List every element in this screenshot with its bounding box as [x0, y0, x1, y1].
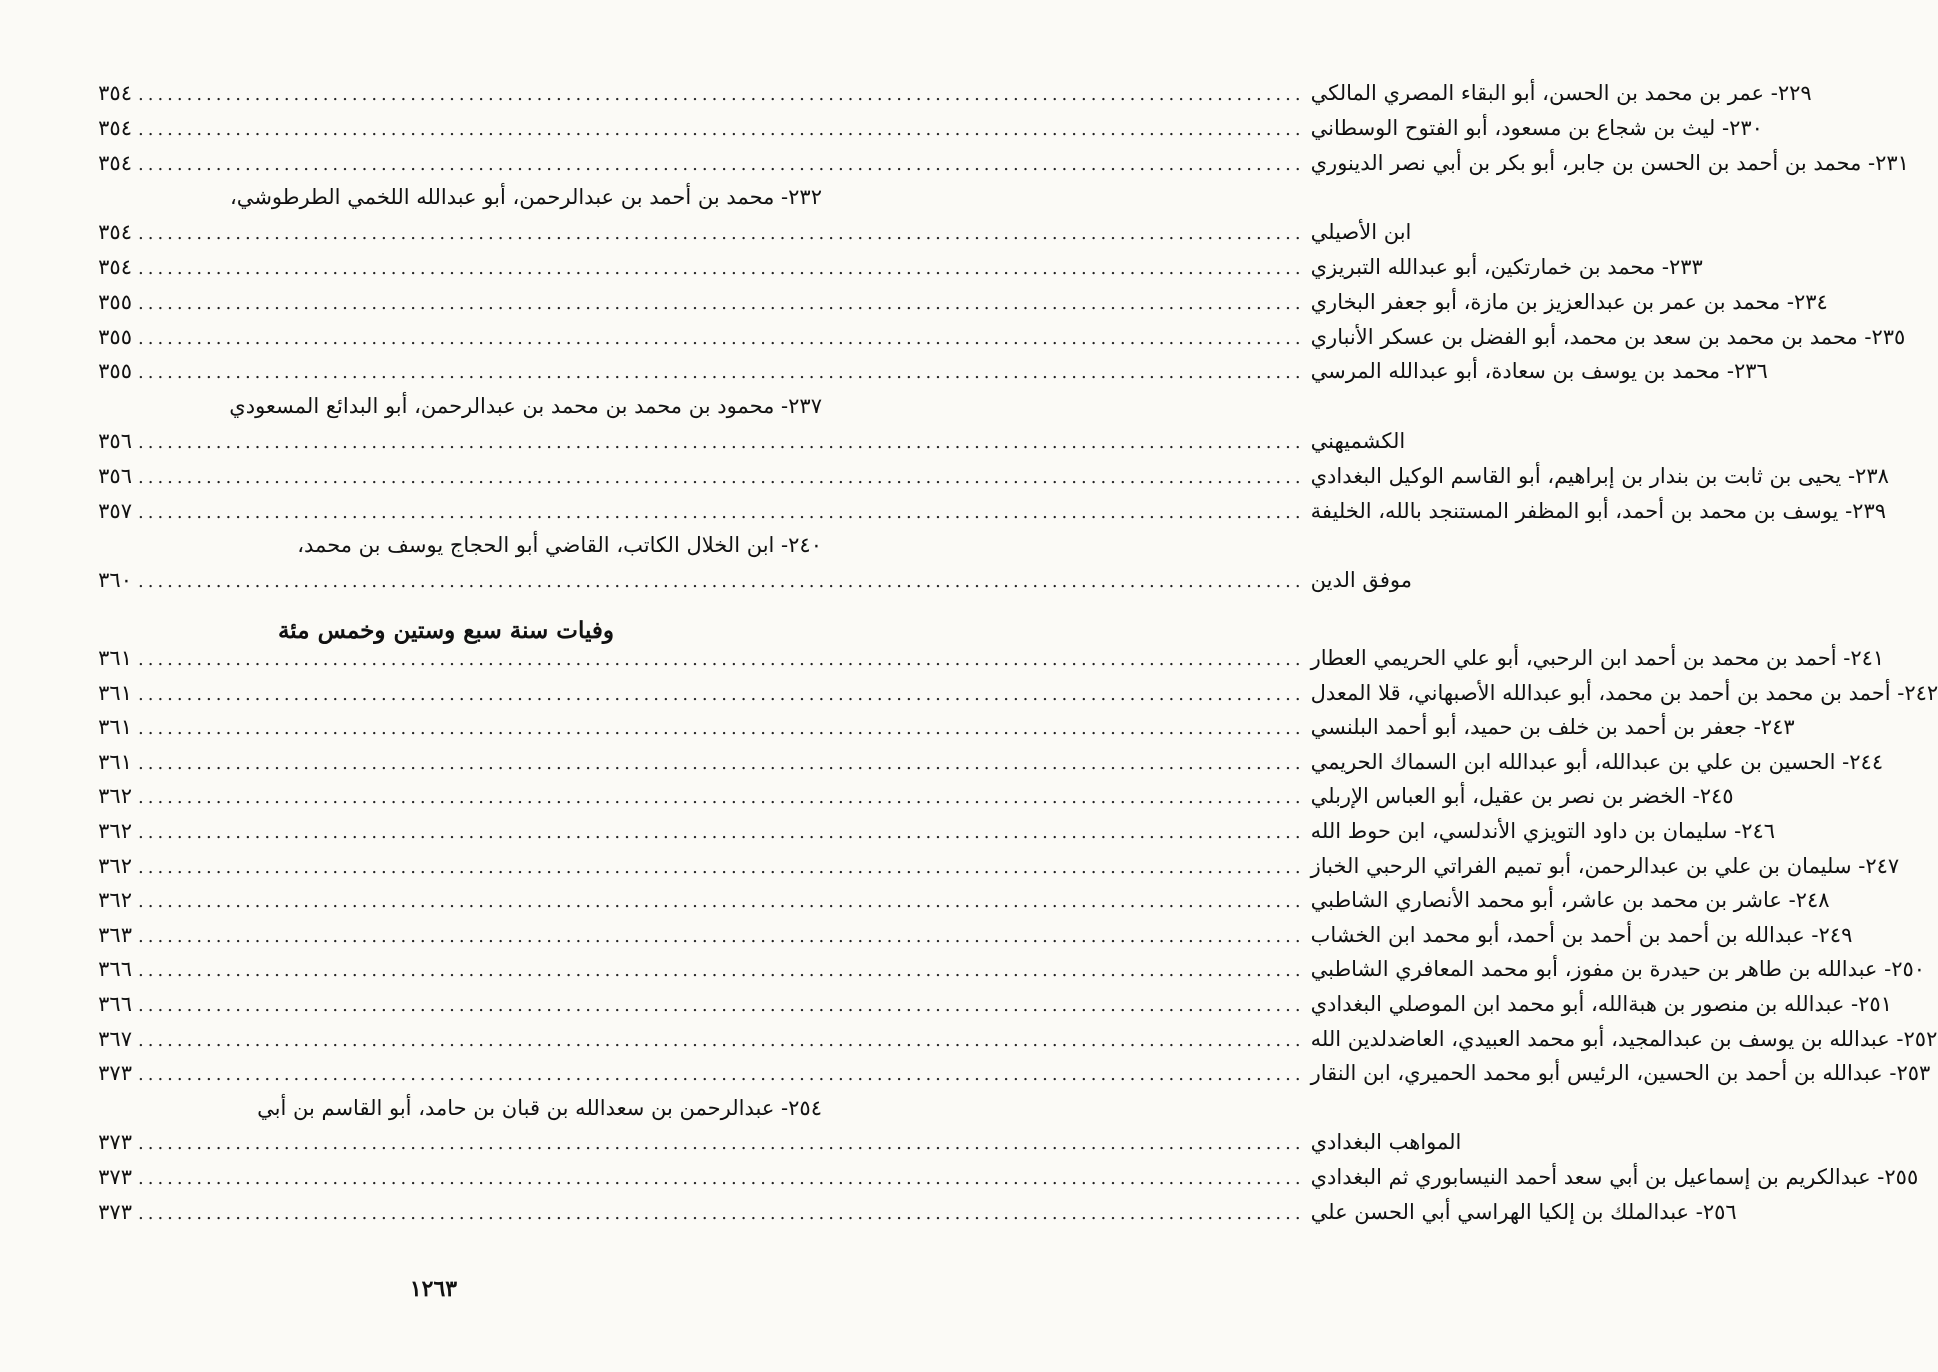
section-heading: وفيات سنة سبع وستين وخمس مئة [277, 617, 615, 644]
entry-page-number: ٣٥٤ [98, 81, 132, 105]
entry-page-number: ٣٦٦ [98, 957, 132, 982]
entry-text: ٢٣٢- محمد بن أحمد بن عبدالرحمن، أبو عبدالله اللخمي الطرطوشي، [230, 185, 822, 210]
index-entry [70, 150, 1909, 185]
leader-dots: ........................................................................................................................ [138, 292, 1305, 314]
index-entry [70, 1061, 1931, 1095]
entry-page-number: ٣٦١ [98, 715, 132, 740]
entry-page-number: ٣٥٦ [98, 429, 132, 453]
entry-page-number: ٣٦٢ [98, 888, 132, 913]
leader-dots: ........................................................................................................................ [138, 258, 1305, 279]
entry-text: ٢٤٧- سليمان بن علي بن عبدالرحمن، أبو تميم الفراتي الرحبي الخباز [1310, 853, 1900, 878]
index-entry [70, 289, 1828, 324]
index-entry [70, 853, 1900, 888]
leader-dots: ........................................................................................................................ [138, 856, 1305, 878]
index-entry [70, 324, 1906, 359]
entry-text: ٢٣٣- محمد بن خمارتكين، أبو عبدالله التبريزي [1310, 255, 1703, 279]
entry-text: المواهب البغدادي [1310, 1130, 1462, 1155]
entry-text: ٢٤٦- سليمان بن داود التويزي الأندلسي، ابن حوط الله [1310, 819, 1776, 843]
entry-text: ابن الأصيلي [1310, 220, 1412, 245]
leader-dots: ........................................................................................................................ [138, 718, 1305, 740]
entry-page-number: ٣٥٤ [98, 150, 132, 175]
index-entry [70, 1026, 1938, 1061]
leader-dots: ........................................................................................................................ [138, 822, 1305, 843]
index-entry [70, 1199, 1737, 1234]
entry-page-number: ٣٥٤ [98, 255, 132, 279]
leader-dots: ........................................................................................................................ [138, 787, 1305, 809]
entry-text: ٢٣٨- يحيى بن ثابت بن بندار بن إبراهيم، أبو القاسم الوكيل البغدادي [1310, 463, 1889, 488]
entry-page-number: ٣٦١ [98, 680, 132, 705]
entry-text: ٢٤٨- عاشر بن محمد بن عاشر، أبو محمد الأنصاري الشاطبي [1310, 888, 1830, 913]
entry-page-number: ٣٦٢ [98, 853, 132, 878]
leader-dots: ........................................................................................................................ [138, 1133, 1305, 1155]
entry-page-number: ٣٦١ [98, 646, 132, 670]
leader-dots: ........................................................................................................................ [138, 362, 1305, 384]
page-number: ١٢٦٣ [409, 1276, 458, 1302]
entry-page-number: ٣٥٥ [98, 289, 132, 314]
entry-page-number: ٣٥٧ [98, 498, 132, 523]
index-entry [70, 1096, 822, 1130]
leader-dots: ........................................................................................................................ [138, 891, 1305, 913]
index-entry [70, 394, 822, 428]
index-entry [70, 220, 1412, 254]
index-entry [70, 819, 1776, 853]
entry-text: ٢٤٣- جعفر بن أحمد بن خلف بن حميد، أبو أحمد البلنسي [1310, 715, 1795, 740]
entry-text: ٢٣٧- محمود بن محمد بن محمد بن عبدالرحمن، أبو البدائع المسعودي [229, 394, 822, 419]
leader-dots: ........................................................................................................................ [138, 1168, 1305, 1189]
index-entry [70, 715, 1795, 749]
leader-dots: ........................................................................................................................ [138, 960, 1305, 982]
entry-page-number: ٣٥٤ [98, 115, 132, 140]
leader-dots: ........................................................................................................................ [138, 501, 1305, 523]
index-entry [70, 498, 1887, 533]
entry-text: ٢٢٩- عمر بن محمد بن الحسن، أبو البقاء المصري المالكي [1310, 81, 1812, 105]
entry-text: ٢٣٠- ليث بن شجاع بن مسعود، أبو الفتوح الوسطاني [1310, 115, 1763, 140]
index-entry [70, 359, 1768, 393]
leader-dots: ........................................................................................................................ [138, 1202, 1305, 1224]
index-entry [70, 992, 1892, 1026]
entry-page-number: ٣٥٥ [98, 359, 132, 384]
entry-page-number: ٣٥٥ [98, 324, 132, 349]
index-entry [70, 680, 1938, 715]
entry-text: ٢٤٤- الحسين بن علي بن عبدالله، أبو عبدالله ابن السماك الحريمي [1310, 749, 1884, 774]
leader-dots: ........................................................................................................................ [138, 925, 1305, 947]
entry-text: الكشميهني [1310, 429, 1406, 453]
entry-page-number: ٣٦٢ [98, 784, 132, 809]
entry-page-number: ٣٧٣ [98, 1061, 132, 1086]
index-entry [70, 646, 1885, 680]
index-entry [70, 749, 1884, 784]
entry-page-number: ٣٥٦ [98, 463, 132, 488]
entry-text: ٢٤٢- أحمد بن محمد بن أحمد بن محمد، أبو عبدالله الأصبهاني، قلا المعدل [1310, 680, 1938, 705]
entry-text: ٢٥٦- عبدالملك بن إلكيا الهراسي أبي الحسن علي [1310, 1199, 1737, 1224]
leader-dots: ........................................................................................................................ [138, 995, 1305, 1016]
leader-dots: ........................................................................................................................ [138, 327, 1305, 349]
index-entry [70, 568, 1413, 602]
index-entry [70, 957, 1926, 991]
entry-text: ٢٤٥- الخضر بن نصر بن عقيل، أبو العباس الإربلي [1310, 784, 1734, 809]
entry-text: موفق الدين [1310, 568, 1413, 593]
entry-page-number: ٣٧٣ [98, 1165, 132, 1189]
leader-dots: ........................................................................................................................ [138, 84, 1305, 105]
index-entry [70, 81, 1812, 115]
entry-text: ٢٥١- عبدالله بن منصور بن هبةالله، أبو محمد ابن الموصلي البغدادي [1310, 992, 1892, 1016]
index-entry [70, 533, 822, 567]
leader-dots: ........................................................................................................................ [138, 752, 1305, 774]
index-entry [70, 429, 1406, 463]
leader-dots: ........................................................................................................................ [138, 432, 1305, 453]
entry-text: ٢٣٦- محمد بن يوسف بن سعادة، أبو عبدالله المرسي [1310, 359, 1768, 384]
entry-text: ٢٣١- محمد بن أحمد بن الحسن بن جابر، أبو بكر بن أبي نصر الدينوري [1310, 150, 1909, 175]
entry-text: ٢٤٩- عبدالله بن أحمد بن أحمد بن أحمد، أبو محمد ابن الخشاب [1310, 922, 1853, 947]
index-entry [70, 463, 1889, 498]
entry-text: ٢٥٠- عبدالله بن طاهر بن حيدرة بن مفوز، أبو محمد المعافري الشاطبي [1310, 957, 1926, 982]
index-entry [70, 255, 1703, 289]
entry-text: ٢٤١- أحمد بن محمد بن أحمد ابن الرحبي، أبو علي الحريمي العطار [1310, 646, 1885, 670]
entry-text: ٢٣٥- محمد بن محمد بن سعد بن محمد، أبو الفضل بن عسكر الأنباري [1310, 324, 1906, 349]
leader-dots: ........................................................................................................................ [138, 571, 1305, 593]
entry-page-number: ٣٦٠ [98, 568, 132, 593]
entry-text: ٢٣٩- يوسف بن محمد بن أحمد، أبو المظفر المستنجد بالله، الخليفة [1310, 498, 1887, 523]
entry-text: ٢٥٣- عبدالله بن أحمد بن الحسين، الرئيس أبو محمد الحميري، ابن النقار [1310, 1061, 1931, 1086]
leader-dots: ........................................................................................................................ [138, 649, 1305, 670]
entry-text: ٢٤٠- ابن الخلال الكاتب، القاضي أبو الحجاج يوسف بن محمد، [297, 533, 822, 558]
leader-dots: ........................................................................................................................ [138, 153, 1305, 175]
entry-text: ٢٥٢- عبدالله بن يوسف بن عبدالمجيد، أبو محمد العبيدي، العاضدلدين الله [1310, 1026, 1938, 1051]
entry-page-number: ٣٥٤ [98, 220, 132, 245]
index-entry [70, 185, 822, 219]
index-entry [70, 115, 1763, 150]
entry-page-number: ٣٧٣ [98, 1199, 132, 1224]
leader-dots: ........................................................................................................................ [138, 683, 1305, 705]
index-entry [70, 922, 1853, 957]
index-entry [70, 888, 1830, 922]
entry-text: ٢٥٥- عبدالكريم بن إسماعيل بن أبي سعد أحمد النيسابوري ثم البغدادي [1310, 1165, 1919, 1189]
index-entry [70, 784, 1734, 818]
entry-text: ٢٣٤- محمد بن عمر بن عبدالعزيز بن مازة، أبو جعفر البخاري [1310, 289, 1828, 314]
entry-text: ٢٥٤- عبدالرحمن بن سعدالله بن قبان بن حامد، أبو القاسم بن أبي [257, 1095, 822, 1120]
index-entry [70, 1165, 1919, 1199]
leader-dots: ........................................................................................................................ [138, 466, 1305, 488]
leader-dots: ........................................................................................................................ [138, 1064, 1305, 1086]
entry-page-number: ٣٦٦ [98, 992, 132, 1016]
leader-dots: ........................................................................................................................ [138, 223, 1305, 245]
entry-page-number: ٣٦١ [98, 749, 132, 774]
index-entry [70, 1130, 1462, 1164]
entry-page-number: ٣٦٣ [98, 922, 132, 947]
entry-page-number: ٣٦٢ [98, 819, 132, 843]
entry-page-number: ٣٦٧ [98, 1026, 132, 1051]
leader-dots: ........................................................................................................................ [138, 118, 1305, 140]
entry-page-number: ٣٧٣ [98, 1130, 132, 1155]
leader-dots: ........................................................................................................................ [138, 1029, 1305, 1051]
